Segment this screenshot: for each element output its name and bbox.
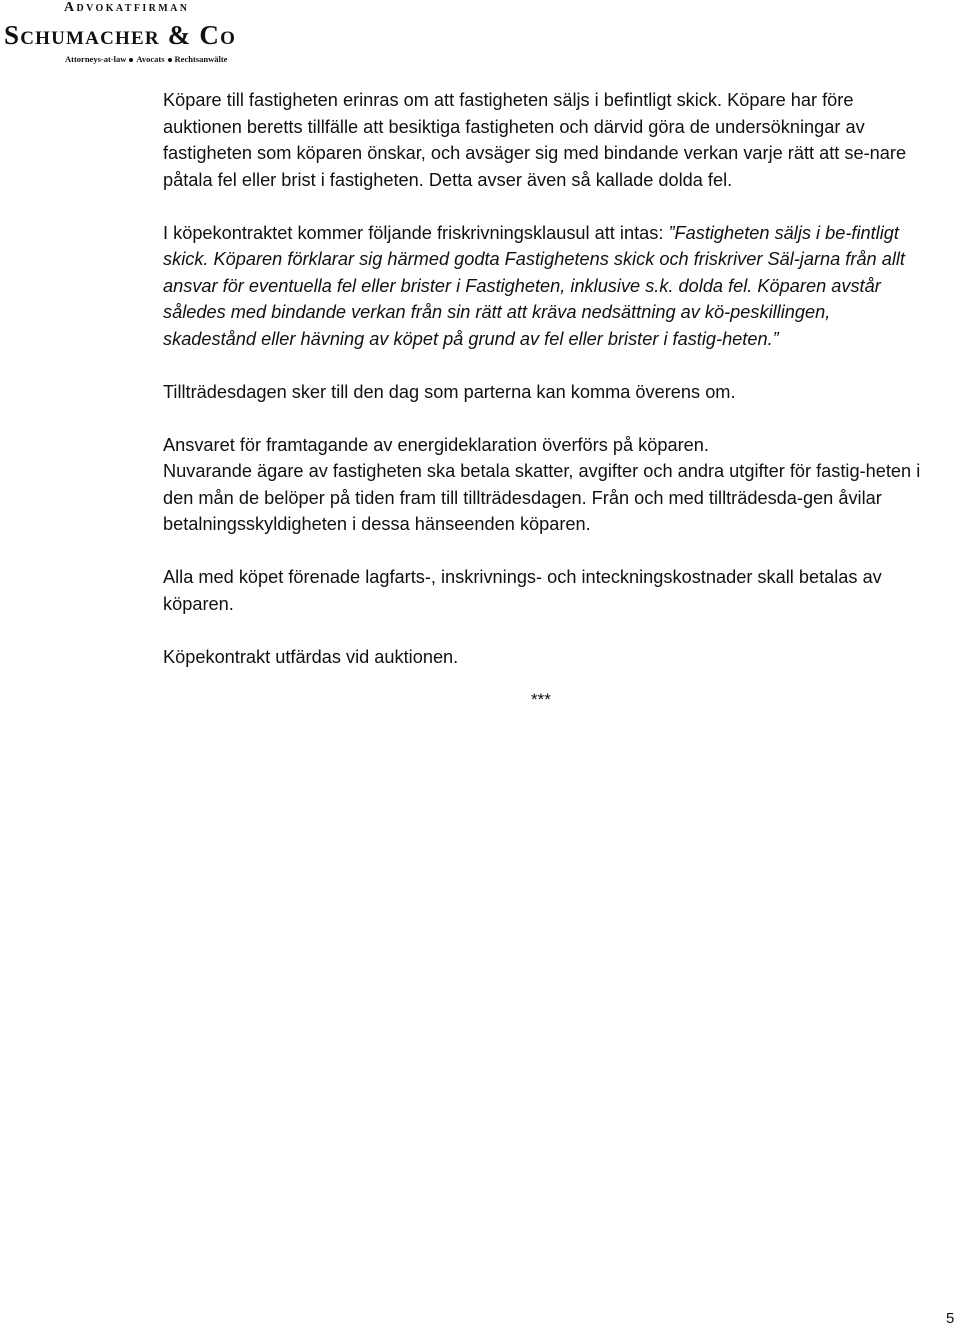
section-end-marker: *** xyxy=(531,690,551,709)
paragraph-disclaimer-clause xyxy=(163,220,928,353)
subtitle-avocats: Avocats xyxy=(136,54,165,64)
clause-intro: I köpekontraktet kommer följande friskrivningsklausul att intas: xyxy=(163,222,669,243)
letterhead-subtitle xyxy=(65,54,227,64)
paragraph-contract: Köpekontrakt utfärdas vid auktionen. xyxy=(163,646,459,667)
page-number: 5 xyxy=(946,1310,955,1327)
paragraph-condition: Köpare till fastigheten erinras om att fastigheten säljs i befintligt skick. Köpare har före auktionen beretts tillfälle att besiktiga fastigheten och därvid göra de undersökningar av fastigheten som köparen önskar, och avsäger sig med bindande verkan varje rätt att se-nare påtala fel eller brist i fastigheten. Detta avser även så kallade dolda fel. xyxy=(163,90,907,190)
paragraph-costs: Alla med köpet förenade lagfarts-, inskrivnings- och inteckningskostnader skall betalas av köparen. xyxy=(163,567,882,614)
paragraph-energy-declaration: Ansvaret för framtagande av energideklaration överförs på köparen. xyxy=(163,434,709,455)
clause-text: ”Fastigheten säljs i be-fintligt skick. Köparen förklarar sig härmed godta Fastighetens skick och friskriver Säl-jarna från allt ansvar för eventuella fel eller brister i Fastigheten, inklusive s.k. dolda fel. Köparen avstår således med bindande verkan från sin rätt att kräva nedsättning av kö-peskillingen, skadestånd eller hävning av köpet på grund av fel eller brister i fastig-heten.” xyxy=(163,222,905,349)
bullet-icon xyxy=(168,58,172,62)
letterhead-top-line: Advokatfirman xyxy=(64,0,190,15)
bullet-icon xyxy=(129,58,133,62)
paragraph-access-date: Tillträdesdagen sker till den dag som parterna kan komma överens om. xyxy=(163,381,736,402)
document-body xyxy=(163,87,928,697)
paragraph-taxes: Nuvarande ägare av fastigheten ska betala skatter, avgifter och andra utgifter för fastig-heten i den mån de belöper på tiden fram till tillträdesdagen. Från och med tillträdesda-gen åvilar betalningsskyldigheten i dessa hänseenden köparen. xyxy=(163,461,921,534)
subtitle-rechtsanwalte: Rechtsanwälte xyxy=(174,54,228,64)
subtitle-attorneys: Attorneys-at-law xyxy=(65,54,127,64)
firm-name: Schumacher & Co xyxy=(4,20,237,50)
